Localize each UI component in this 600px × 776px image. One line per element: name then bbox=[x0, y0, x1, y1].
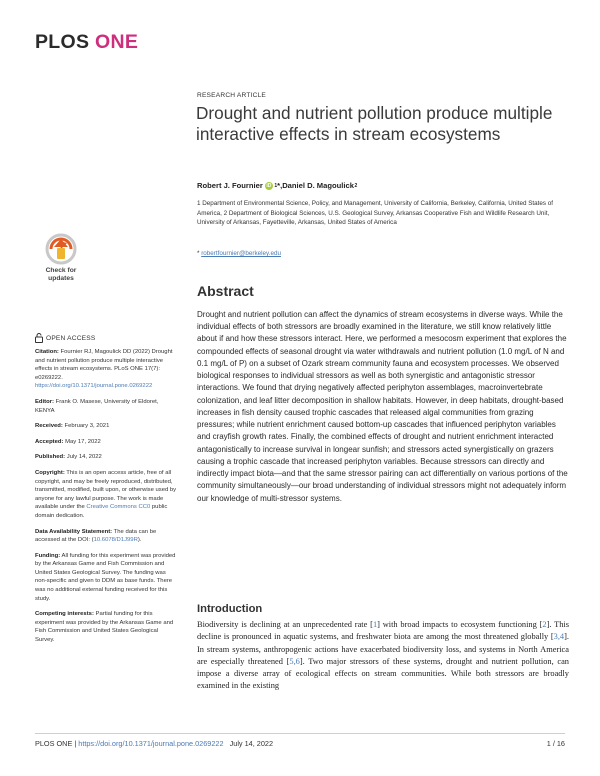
funding-block bbox=[35, 552, 177, 604]
received-text: February 3, 2021 bbox=[62, 423, 110, 430]
article-type: RESEARCH ARTICLE bbox=[197, 92, 267, 99]
intro-text: ]. This decline is pronounced in aquatic systems, and freshwater biota are among the most threatened globally [ bbox=[197, 620, 569, 642]
reference-link[interactable]: 3,4 bbox=[553, 632, 565, 642]
email-star: * bbox=[197, 250, 202, 257]
author-affil-sup: 2 bbox=[354, 182, 358, 189]
published-label: Published: bbox=[35, 454, 66, 461]
page-number: 1 / 16 bbox=[546, 739, 565, 748]
article-title: Drought and nutrient pollution produce multiple interactive effects in stream ecosystems bbox=[196, 103, 553, 144]
intro-text: ] with broad impacts to ecosystem functioning [ bbox=[377, 620, 543, 629]
author-affil-sup: 1 bbox=[274, 182, 278, 189]
check-line2: updates bbox=[48, 274, 74, 282]
intro-text: ]. In stream systems, anthropogenic actions have exacerbated biodiversity loss, and systems in North America are especially threatened [ bbox=[197, 632, 569, 666]
corresponding-email bbox=[197, 250, 281, 257]
page-footer bbox=[35, 739, 273, 748]
citation-block bbox=[35, 348, 177, 391]
data-availability-tail: ). bbox=[137, 537, 142, 544]
copyright-tail: public domain dedication. bbox=[35, 504, 168, 519]
citation-doi-link[interactable]: https://doi.org/10.1371/journal.pone.0269222 bbox=[35, 383, 153, 390]
data-availability-label: Data Availability Statement: bbox=[35, 528, 113, 535]
author-name[interactable]: Robert J. Fournier bbox=[197, 181, 263, 190]
author-separator: , bbox=[280, 181, 283, 190]
received-label: Received: bbox=[35, 423, 63, 430]
open-access-text: OPEN ACCESS bbox=[46, 334, 96, 342]
footer-doi-link[interactable]: https://doi.org/10.1371/journal.pone.0269222 bbox=[78, 739, 224, 748]
reference-link[interactable]: 5,6 bbox=[289, 656, 300, 666]
footer-journal: PLOS ONE bbox=[35, 739, 73, 748]
funding-text: All funding for this experiment was provided by the Arkansas Game and Fish Commission and United States Geological Survey. The funding was non-specific and given to DDM as base funds. There was no additional external funding received for this study. bbox=[35, 552, 176, 602]
footer-divider bbox=[35, 733, 565, 734]
accepted-label: Accepted: bbox=[35, 438, 64, 445]
cc0-link[interactable]: Creative Commons CC0 bbox=[86, 504, 151, 511]
open-access-label bbox=[35, 333, 95, 343]
data-availability-text: The data can be accessed at the DOI: ( bbox=[35, 528, 157, 544]
published-text: July 14, 2022 bbox=[65, 454, 102, 461]
competing-interests-text: Partial funding for this experiment was provided by the Arkansas Game and Fish Commission and United States Geological Survey. bbox=[35, 611, 174, 644]
author-list bbox=[197, 181, 357, 190]
author-name[interactable]: Daniel D. Magoulick bbox=[282, 181, 354, 190]
editor-text: Frank O. Masese, University of Eldoret, KENYA bbox=[35, 398, 159, 414]
email-link[interactable]: robertfournier@berkeley.edu bbox=[201, 250, 281, 257]
journal-logo bbox=[35, 31, 138, 54]
abstract-text: Drought and nutrient pollution can affect the dynamics of stream ecosystems in diverse ways. While the individual effects of both stressors are broadly examined in the literature, we still know relatively little about if and how these stressors interact. Here, we performed a mesocosm experiment that explores the compounded effects of seasonal drought via water withdrawals and nutrient pollution (1.0 mg/L of N and 0.1 mg/L of P) on a subset of Ozark stream community fauna and ecosystem processes. We observed biological responses to individual stressors as well as both synergistic and antagonistic stressor interactions. We found that drying negatively affected periphyton assemblages, macroinvertebrate colonization, and leaf litter decomposition in shallow habitats. However, in deep habitats, drought-based increases in fish density caused trophic cascades that released algal communities from grazing pressures; while nutrient enrichment caused bottom-up cascades that influenced periphyton variables and crayfish growth rates. Finally, the combined effects of drought and nutrient enrichment interacted antagonistically to increase survival in longear sunfish; and stressors acted synergistically on grazers causing a trophic cascade that increased periphyton variables. Because stressors can directly and indirectly impact biota—and that the same stressor pairing can act differentially on various portions of the community simultaneously—our broad understanding of individual stressors might not adequately inform our knowledge of multi-stressor systems. bbox=[197, 310, 568, 503]
corresponding-star: * bbox=[277, 181, 281, 190]
editor-block bbox=[35, 398, 177, 415]
affiliations: 1 Department of Environmental Science, Policy, and Management, University of California, Berkeley, California, United States of America, 2 Department of Biological Sciences, U.S. Geological Survey, Arkansas Cooperative Fish and Wildlife Research Unit, University of Arkansas, Fayetteville, Arkansas, United States of America bbox=[197, 200, 554, 227]
article-info-sidebar bbox=[35, 348, 177, 652]
accepted-block bbox=[35, 438, 177, 447]
citation-label: Citation: bbox=[35, 349, 59, 355]
check-line1: Check for bbox=[45, 267, 77, 274]
reference-link[interactable]: 2 bbox=[542, 620, 547, 629]
logo-plos: PLOS bbox=[35, 31, 90, 53]
editor-label: Editor: bbox=[35, 398, 54, 405]
citation-text: Fournier RJ, Magoulick DD (2022) Drought and nutrient pollution produce multiple interactive effects in stream ecosystems. PLoS ONE 17(7): e0269222. bbox=[35, 349, 173, 381]
logo-one: ONE bbox=[95, 31, 139, 53]
introduction-heading: Introduction bbox=[197, 603, 263, 615]
check-updates-icon bbox=[45, 233, 77, 265]
published-block bbox=[35, 453, 177, 462]
received-block bbox=[35, 422, 177, 431]
copyright-label: Copyright: bbox=[35, 469, 65, 476]
data-doi-link[interactable]: 10.6078/D1J99R bbox=[93, 537, 138, 544]
abstract-heading: Abstract bbox=[197, 283, 254, 299]
competing-interests-label: Competing interests: bbox=[35, 611, 94, 618]
introduction-paragraph bbox=[197, 619, 569, 693]
orcid-icon[interactable]: iD bbox=[266, 182, 272, 189]
footer-separator: | bbox=[72, 739, 79, 748]
copyright-block bbox=[35, 469, 177, 521]
open-lock-icon bbox=[35, 333, 43, 343]
data-availability-block bbox=[35, 528, 177, 545]
reference-link[interactable]: 1 bbox=[372, 620, 378, 629]
intro-text: Biodiversity is declining at an unprecedented rate [ bbox=[197, 620, 373, 629]
accepted-text: May 17, 2022 bbox=[63, 438, 101, 445]
footer-date: July 14, 2022 bbox=[229, 739, 274, 748]
intro-text: ]. Two major stressors of these systems, drought and nutrient pollution, can impose a diverse array of ecological effects on stream communities. While both stressors are broadly examined in the existing bbox=[197, 656, 569, 691]
check-for-updates-badge[interactable] bbox=[35, 233, 87, 289]
funding-label: Funding: bbox=[35, 552, 61, 559]
copyright-text: This is an open access article, free of all copyright, and may be freely reproduced, distributed, transmitted, modified, built upon, or otherwise used by anyone for any lawful purpose. The work is made available under the bbox=[35, 469, 177, 511]
competing-interests-block bbox=[35, 610, 177, 644]
